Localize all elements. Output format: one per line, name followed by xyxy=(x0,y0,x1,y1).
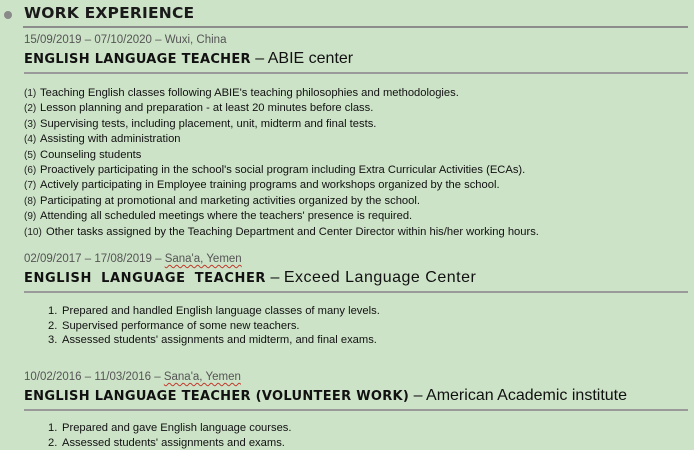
job-divider xyxy=(24,409,688,411)
job-divider xyxy=(24,291,688,293)
job-entry-1 xyxy=(24,33,688,240)
duty-item xyxy=(24,209,688,224)
duty-number: (9) xyxy=(24,211,37,223)
duty-item xyxy=(24,163,688,178)
job-header xyxy=(24,386,688,407)
duty-text: Prepared and gave English language courses. xyxy=(62,422,292,434)
job-role: ENGLISH LANGUAGE TEACHER xyxy=(24,52,251,67)
duty-list xyxy=(24,304,688,348)
job-dates xyxy=(24,252,688,266)
duty-number: (2) xyxy=(24,103,37,115)
duty-item xyxy=(24,421,688,436)
duty-list xyxy=(24,86,688,240)
job-separator: – xyxy=(409,387,427,404)
job-separator: – xyxy=(250,50,268,67)
duty-number: (5) xyxy=(24,149,37,161)
duty-item xyxy=(24,117,688,132)
job-divider xyxy=(24,72,688,74)
job-separator: – xyxy=(266,269,284,286)
duty-item xyxy=(24,148,688,163)
section-title: WORK EXPERIENCE xyxy=(24,4,195,22)
duty-text: Proactively participating in the school's social program including Extra Curricular Activities (ECAs). xyxy=(40,164,526,177)
duty-number: 3. xyxy=(48,334,58,347)
job-date-range: 10/02/2016 – 11/03/2016 – xyxy=(24,371,164,383)
job-entry-3 xyxy=(24,370,688,450)
duty-number: 1. xyxy=(48,422,58,434)
duty-item xyxy=(24,436,688,450)
job-location: Sana'a, Yemen xyxy=(163,371,241,383)
duty-item xyxy=(24,194,688,209)
duty-number: 1. xyxy=(48,305,58,317)
job-dates xyxy=(24,370,688,384)
job-company: Exceed Language Center xyxy=(283,269,477,286)
duty-item xyxy=(24,132,688,147)
duty-number: 2. xyxy=(48,319,58,332)
duty-text: Participating at promotional and marketing activities organized by the school. xyxy=(40,194,420,207)
job-header xyxy=(24,49,688,70)
duty-number: (8) xyxy=(24,195,37,207)
duty-item xyxy=(24,333,688,348)
job-date-range: 15/09/2019 – 07/10/2020 – xyxy=(24,34,165,46)
duty-text: Actively participating in Employee training programs and workshops organized by the school. xyxy=(40,179,500,192)
job-date-range: 02/09/2017 – 17/08/2019 – xyxy=(24,253,165,265)
duty-text: Prepared and handled English language classes of many levels. xyxy=(62,305,380,317)
duty-text: Teaching English classes following ABIE's teaching philosophies and methodologies. xyxy=(40,87,459,99)
duty-number: (7) xyxy=(24,180,37,192)
job-company: American Academic institute xyxy=(426,387,628,404)
duty-text: Assessed students' assignments and exams. xyxy=(62,436,285,449)
section-divider xyxy=(23,26,688,28)
duty-text: Other tasks assigned by the Teaching Department and Center Director within his/her working hours. xyxy=(46,225,539,238)
duty-text: Assessed students' assignments and midterm, and final exams. xyxy=(62,334,377,347)
duty-item xyxy=(24,86,688,101)
job-role: ENGLISH LANGUAGE TEACHER (VOLUNTEER WORK) xyxy=(24,389,410,404)
duty-text: Supervising tests, including placement, unit, midterm and final tests. xyxy=(40,117,377,130)
duty-number: (1) xyxy=(24,88,37,99)
job-header xyxy=(24,268,688,289)
duty-number: (3) xyxy=(24,118,37,130)
duty-item xyxy=(24,101,688,116)
duty-number: 2. xyxy=(48,436,58,449)
duty-item xyxy=(24,304,688,319)
duty-text: Counseling students xyxy=(40,148,142,161)
duty-list xyxy=(24,421,688,450)
duty-text: Supervised performance of some new teachers. xyxy=(62,319,300,332)
job-location: Wuxi, China xyxy=(164,34,227,46)
duty-text: Attending all scheduled meetings where the teachers' presence is required. xyxy=(40,210,413,223)
duty-text: Lesson planning and preparation - at least 20 minutes before class. xyxy=(40,102,374,115)
job-role: ENGLISH LANGUAGE TEACHER xyxy=(24,271,267,286)
duty-item xyxy=(24,178,688,193)
duty-number: (4) xyxy=(24,134,37,146)
duty-number: (6) xyxy=(24,165,37,177)
duty-item xyxy=(24,225,688,240)
job-dates xyxy=(24,33,688,47)
job-company: ABIE center xyxy=(267,50,354,67)
duty-item xyxy=(24,319,688,334)
job-entry-2 xyxy=(24,252,688,348)
section-bullet-icon xyxy=(4,11,12,19)
job-location: Sana'a, Yemen xyxy=(164,253,242,265)
duty-number: (10) xyxy=(24,226,42,238)
duty-text: Assisting with administration xyxy=(40,133,181,146)
